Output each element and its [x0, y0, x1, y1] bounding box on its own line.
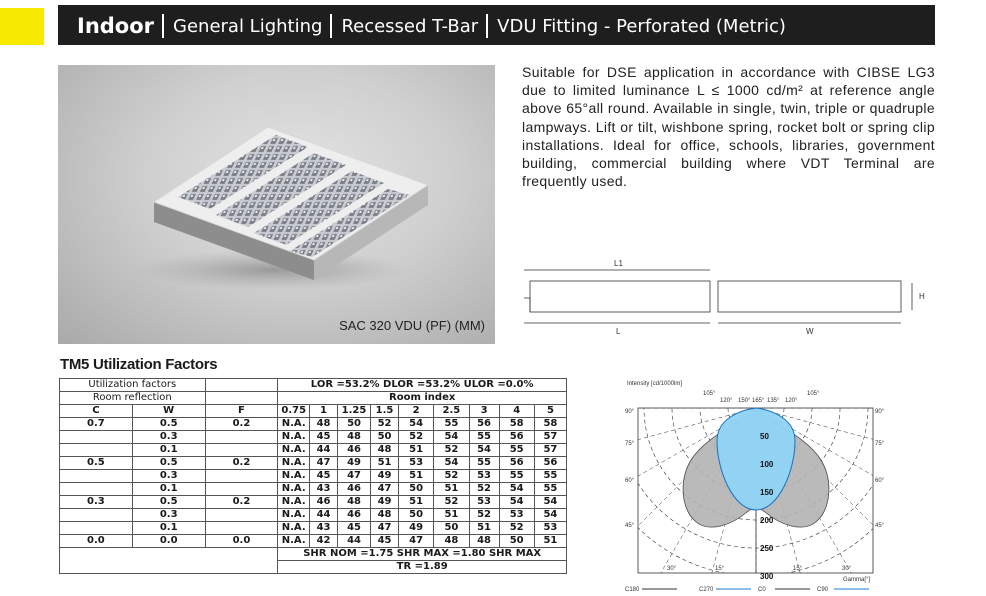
cell-c — [60, 431, 133, 444]
cell-value: 52 — [398, 431, 433, 444]
cell-w: 0.5 — [132, 457, 205, 470]
cell-value: 45 — [371, 535, 399, 548]
header-room-index: Room index — [278, 392, 567, 405]
cell-value: 44 — [337, 535, 370, 548]
angle-label-left: 45° — [625, 523, 635, 529]
cell-c — [60, 444, 133, 457]
cell-value: 52 — [499, 522, 534, 535]
intensity-axis-label: Intensity [cd/1000lm] — [627, 381, 683, 387]
cell-value: 58 — [499, 418, 534, 431]
header-room-index-value: 1.25 — [337, 405, 370, 418]
cell-f — [205, 470, 278, 483]
angle-label-top: 105° — [807, 391, 820, 397]
breadcrumb-separator — [486, 14, 488, 38]
angle-label-right: 45° — [875, 523, 885, 529]
table-row — [60, 483, 567, 496]
header-room-index-value: 1.5 — [371, 405, 399, 418]
cell-value: 50 — [398, 483, 433, 496]
header-room-index-value: 1 — [310, 405, 338, 418]
angle-label-top: 135° — [767, 398, 780, 404]
breadcrumb-category: Indoor — [77, 14, 155, 38]
cell-w: 0.5 — [132, 496, 205, 509]
cell-value: 55 — [499, 444, 534, 457]
cell-value: 53 — [534, 522, 566, 535]
cell-value: 53 — [469, 470, 499, 483]
utilization-table — [59, 378, 567, 574]
legend-label: C0 — [758, 587, 766, 593]
cell-value: 48 — [337, 496, 370, 509]
cell-value: 47 — [337, 470, 370, 483]
table-row — [60, 431, 567, 444]
header-utilization-factors: Utilization factors — [60, 379, 206, 392]
angle-label-right: 60° — [875, 478, 885, 484]
header-lor: LOR =53.2% DLOR =53.2% ULOR =0.0% — [278, 379, 567, 392]
angle-label-left: 75° — [625, 441, 635, 447]
cell-value: 50 — [371, 431, 399, 444]
footer-shr: SHR NOM =1.75 SHR MAX =1.80 SHR MAX — [278, 548, 567, 561]
legend-label: C180 — [625, 587, 640, 593]
angle-label-bottom: 15° — [715, 566, 725, 572]
cell-value: 55 — [469, 431, 499, 444]
radial-label: 300 — [760, 572, 774, 581]
cell-value: 50 — [398, 509, 433, 522]
cell-value: 43 — [310, 483, 338, 496]
breadcrumb — [77, 12, 786, 40]
cell-c — [60, 483, 133, 496]
cell-value: 49 — [371, 496, 399, 509]
cell-value: 51 — [371, 457, 399, 470]
cell-w: 0.1 — [132, 483, 205, 496]
cell-c — [60, 509, 133, 522]
cell-c: 0.3 — [60, 496, 133, 509]
cell-value: 46 — [337, 509, 370, 522]
header-blank — [205, 392, 278, 405]
footer-blank — [60, 548, 278, 574]
cell-value: 57 — [534, 431, 566, 444]
cell-value: 54 — [499, 496, 534, 509]
table-row — [60, 418, 567, 431]
cell-value: 45 — [310, 470, 338, 483]
cell-w: 0.0 — [132, 535, 205, 548]
table-header-row — [60, 405, 567, 418]
breadcrumb-item-recessed-t-bar: Recessed T-Bar — [341, 15, 479, 37]
angle-label-bottom: 15° — [793, 566, 803, 572]
cell-value: 48 — [337, 431, 370, 444]
cell-value: 51 — [469, 522, 499, 535]
cell-value: 50 — [499, 535, 534, 548]
cell-value: 44 — [310, 509, 338, 522]
radial-label: 200 — [760, 516, 774, 525]
angle-label-right: 90° — [875, 409, 885, 415]
cell-f — [205, 509, 278, 522]
product-photo — [58, 65, 495, 344]
cell-value: N.A. — [278, 496, 310, 509]
cell-value: N.A. — [278, 509, 310, 522]
cell-value: 51 — [398, 470, 433, 483]
angle-label-left: 60° — [625, 478, 635, 484]
cell-value: 48 — [434, 535, 469, 548]
cell-value: 48 — [371, 509, 399, 522]
header-room-index-value: 2 — [398, 405, 433, 418]
angle-label-top: 165° — [752, 398, 765, 404]
cell-value: 55 — [469, 457, 499, 470]
table-row — [60, 444, 567, 457]
luminaire-illustration — [58, 65, 495, 344]
cell-value: 51 — [434, 483, 469, 496]
cell-value: 58 — [534, 418, 566, 431]
cell-value: N.A. — [278, 431, 310, 444]
cell-f: 0.2 — [205, 418, 278, 431]
cell-value: 52 — [434, 444, 469, 457]
cell-value: 53 — [499, 509, 534, 522]
table-row — [60, 509, 567, 522]
cell-f — [205, 431, 278, 444]
table-row — [60, 470, 567, 483]
header-room-index-value: 0.75 — [278, 405, 310, 418]
cell-f — [205, 444, 278, 457]
cell-value: 52 — [371, 418, 399, 431]
table-row — [60, 535, 567, 548]
polar-spoke — [742, 404, 756, 408]
header-f: F — [205, 405, 278, 418]
cell-f — [205, 522, 278, 535]
cell-value: 45 — [337, 522, 370, 535]
cell-value: N.A. — [278, 418, 310, 431]
dimension-label-w: W — [806, 327, 814, 336]
cell-value: 54 — [534, 496, 566, 509]
table-footer-row — [60, 548, 567, 561]
header-w: W — [132, 405, 205, 418]
angle-label-bottom: 30° — [842, 566, 852, 572]
tm5-title: TM5 Utilization Factors — [60, 356, 218, 373]
radial-label: 150 — [760, 488, 774, 497]
cell-value: 46 — [337, 444, 370, 457]
table-header-row — [60, 379, 567, 392]
table-row — [60, 496, 567, 509]
cell-value: 48 — [469, 535, 499, 548]
cell-c: 0.7 — [60, 418, 133, 431]
cell-value: 49 — [337, 457, 370, 470]
cell-value: 52 — [434, 470, 469, 483]
header-c: C — [60, 405, 133, 418]
cell-w: 0.1 — [132, 522, 205, 535]
breadcrumb-separator — [162, 14, 164, 38]
photo-caption: SAC 320 VDU (PF) (MM) — [339, 318, 485, 333]
cell-w: 0.3 — [132, 431, 205, 444]
cell-value: 51 — [534, 535, 566, 548]
cell-f: 0.2 — [205, 457, 278, 470]
cell-c: 0.0 — [60, 535, 133, 548]
angle-label-top: 120° — [720, 398, 733, 404]
cell-value: N.A. — [278, 483, 310, 496]
cell-value: N.A. — [278, 470, 310, 483]
cell-value: 55 — [434, 418, 469, 431]
cell-value: 51 — [398, 496, 433, 509]
cell-value: 48 — [371, 444, 399, 457]
cell-value: 57 — [534, 444, 566, 457]
header-room-index-value: 5 — [534, 405, 566, 418]
polar-spoke — [756, 404, 770, 408]
cell-value: 47 — [310, 457, 338, 470]
legend-label: C90 — [817, 587, 829, 593]
cell-c: 0.5 — [60, 457, 133, 470]
cell-value: 54 — [434, 457, 469, 470]
angle-label-bottom: 30° — [667, 566, 677, 572]
table-header-row — [60, 392, 567, 405]
footer-tr: TR =1.89 — [278, 561, 567, 574]
cell-value: 54 — [534, 509, 566, 522]
cell-value: 43 — [310, 522, 338, 535]
cell-value: 55 — [534, 483, 566, 496]
cell-value: 47 — [398, 535, 433, 548]
cell-value: 50 — [434, 522, 469, 535]
cell-value: 56 — [534, 457, 566, 470]
cell-f: 0.0 — [205, 535, 278, 548]
dimension-label-l: L — [616, 327, 621, 336]
breadcrumb-item-general-lighting: General Lighting — [173, 15, 323, 37]
cell-value: 46 — [337, 483, 370, 496]
cell-w: 0.1 — [132, 444, 205, 457]
angle-label-left: 90° — [625, 409, 635, 415]
cell-value: 52 — [469, 483, 499, 496]
cell-value: N.A. — [278, 535, 310, 548]
header-accent-tab — [0, 8, 44, 45]
cell-value: 47 — [371, 483, 399, 496]
cell-w: 0.5 — [132, 418, 205, 431]
header-room-index-value: 3 — [469, 405, 499, 418]
breadcrumb-item-vdu-fitting: VDU Fitting - Perforated (Metric) — [497, 15, 786, 37]
cell-value: 56 — [499, 431, 534, 444]
cell-value: 49 — [398, 522, 433, 535]
cell-value: N.A. — [278, 457, 310, 470]
cell-value: 54 — [434, 431, 469, 444]
header-room-index-value: 4 — [499, 405, 534, 418]
cell-value: 53 — [398, 457, 433, 470]
cell-value: 50 — [337, 418, 370, 431]
polar-intensity-diagram — [621, 378, 891, 596]
cell-value: 56 — [499, 457, 534, 470]
header-blank — [205, 379, 278, 392]
cell-value: 49 — [371, 470, 399, 483]
cell-w: 0.3 — [132, 470, 205, 483]
cell-value: N.A. — [278, 444, 310, 457]
angle-label-top: 105° — [703, 391, 716, 397]
table-row — [60, 457, 567, 470]
cell-w: 0.3 — [132, 509, 205, 522]
angle-label-top: 120° — [785, 398, 798, 404]
cell-value: 55 — [499, 470, 534, 483]
gamma-label: Gamma[°] — [843, 577, 871, 583]
cell-value: N.A. — [278, 522, 310, 535]
header-room-reflection: Room reflection — [60, 392, 206, 405]
cell-value: 51 — [434, 509, 469, 522]
legend-label: C270 — [699, 587, 714, 593]
dimension-label-h: H — [919, 292, 925, 301]
cell-c — [60, 470, 133, 483]
radial-label: 250 — [760, 544, 774, 553]
cell-value: 44 — [310, 444, 338, 457]
cell-value: 55 — [534, 470, 566, 483]
dimension-diagram — [520, 256, 940, 351]
cell-value: 52 — [469, 509, 499, 522]
cell-f: 0.2 — [205, 496, 278, 509]
cell-value: 51 — [398, 444, 433, 457]
cell-value: 56 — [469, 418, 499, 431]
cell-value: 54 — [398, 418, 433, 431]
angle-label-top: 150° — [738, 398, 751, 404]
angle-label-right: 75° — [875, 441, 885, 447]
cell-f — [205, 483, 278, 496]
cell-value: 48 — [310, 418, 338, 431]
radial-label: 50 — [760, 432, 769, 441]
cell-value: 45 — [310, 431, 338, 444]
breadcrumb-separator — [330, 14, 332, 38]
cell-value: 52 — [434, 496, 469, 509]
cell-c — [60, 522, 133, 535]
cell-value: 53 — [469, 496, 499, 509]
table-row — [60, 522, 567, 535]
product-description: Suitable for DSE application in accordance with CIBSE LG3 due to limited luminance L ≤ 1000 cd/m² at reference angle above 65°all round. Available in single, twin, triple or quadruple lampways. Lift or tilt, wishbone spring, rocket bolt or spring clip installations. Ideal for office, schools, libraries, government building, commercial building where VDT Terminal are frequently used. — [522, 64, 935, 190]
cell-value: 46 — [310, 496, 338, 509]
cell-value: 47 — [371, 522, 399, 535]
cell-value: 54 — [469, 444, 499, 457]
cell-value: 54 — [499, 483, 534, 496]
cell-value: 42 — [310, 535, 338, 548]
radial-label: 100 — [760, 460, 774, 469]
dimension-label-l1: L1 — [614, 259, 623, 268]
header-room-index-value: 2.5 — [434, 405, 469, 418]
